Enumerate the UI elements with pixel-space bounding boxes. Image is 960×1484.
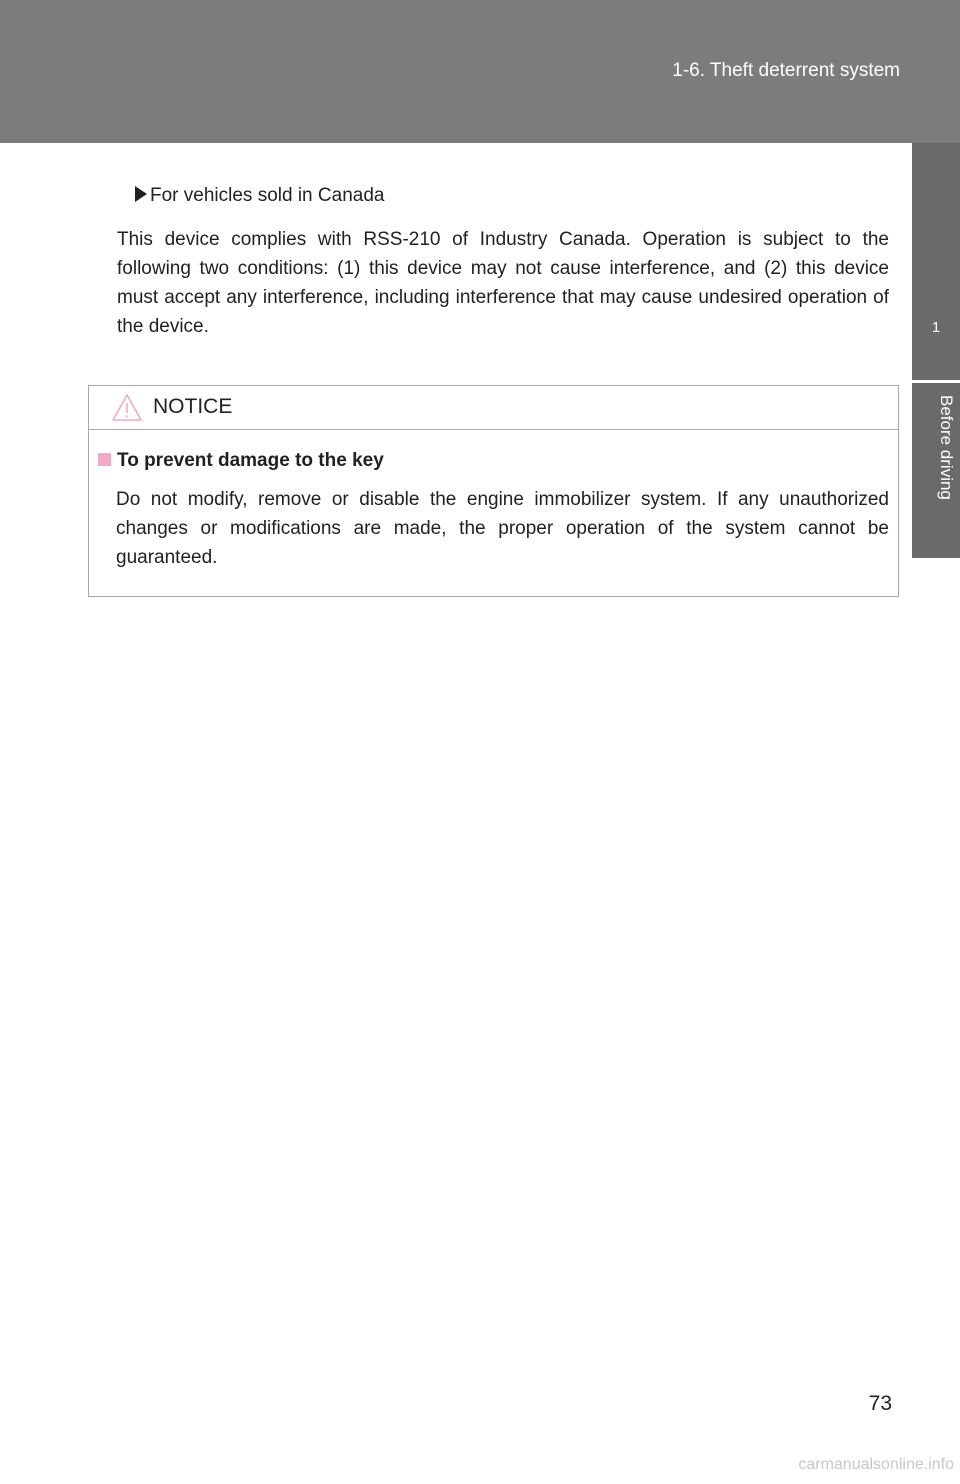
bullet-heading	[135, 185, 384, 207]
watermark: carmanualsonline.info	[798, 1456, 954, 1473]
body-paragraph: This device complies with RSS-210 of Industry Canada. Operation is subject to the following two conditions: (1) this device may not cause interference, and (2) this device must accept any interference, including interference that may cause undesired operation of the device.	[117, 229, 889, 337]
notice-heading	[98, 450, 384, 472]
notice-header	[89, 386, 898, 430]
chapter-label: Before driving	[937, 395, 956, 500]
square-icon	[98, 453, 111, 466]
notice-box	[88, 385, 899, 597]
right-triangle-icon	[135, 186, 147, 202]
section-title: 1-6. Theft deterrent system	[672, 60, 900, 81]
chapter-number: 1	[931, 319, 941, 336]
bullet-heading-text: For vehicles sold in Canada	[150, 185, 385, 206]
header-bar	[0, 0, 960, 143]
notice-text: Do not modify, remove or disable the engine immobilizer system. If any unauthorized changes or modifications are made, the proper operation of the system cannot be guaranteed.	[116, 489, 889, 568]
warning-triangle-icon	[111, 393, 143, 422]
chapter-label-tab	[912, 383, 960, 558]
page-number: 73	[868, 1392, 892, 1415]
notice-heading-text: To prevent damage to the key	[117, 450, 384, 471]
notice-title: NOTICE	[153, 395, 233, 418]
chapter-tab	[912, 143, 960, 380]
